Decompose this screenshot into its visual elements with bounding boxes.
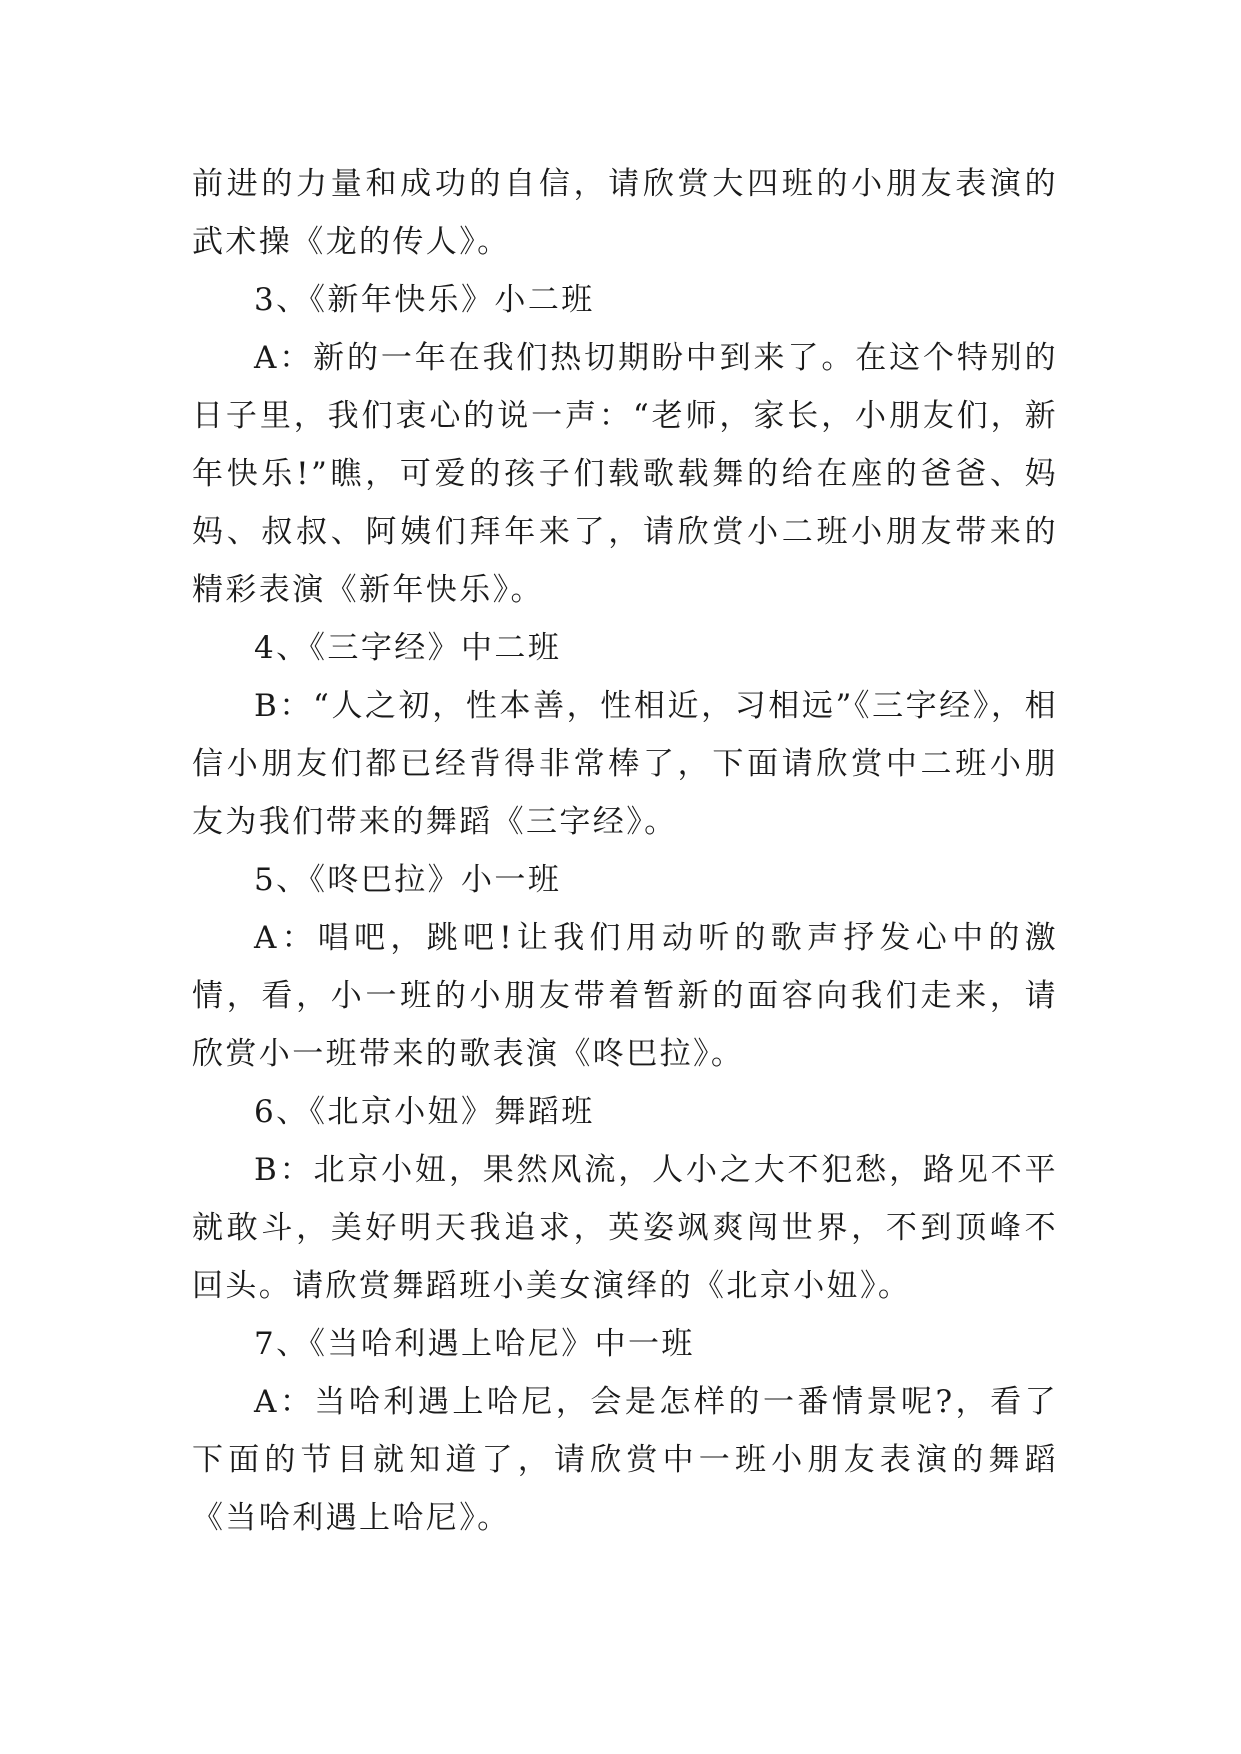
program-heading-6: 6、《北京小妞》舞蹈班 (254, 1094, 595, 1130)
program-heading-5: 5、《咚巴拉》小一班 (254, 862, 562, 898)
host-line-a-5: A：唱吧，跳吧!让我们用动听的歌声抒发心中的激情，看，小一班的小朋友带着暂新的面容向我们走来，请欣赏小一班带来的歌表演《咚巴拉》。 (192, 920, 1058, 1072)
paragraph-continuation: 前进的力量和成功的自信，请欣赏大四班的小朋友表演的武术操《龙的传人》。 (192, 166, 1058, 260)
program-heading-3: 3、《新年快乐》小二班 (254, 282, 595, 318)
host-line-a-7: A：当哈利遇上哈尼，会是怎样的一番情景呢?，看了下面的节目就知道了，请欣赏中一班小朋友表演的舞蹈《当哈利遇上哈尼》。 (192, 1384, 1058, 1536)
host-line-a-3: A：新的一年在我们热切期盼中到来了。在这个特别的日子里，我们衷心的说一声：“老师，家长，小朋友们，新年快乐!”瞧，可爱的孩子们载歌载舞的给在座的爸爸、妈妈、叔叔、阿姨们拜年来了，请欣赏小二班小朋友带来的精彩表演《新年快乐》。 (192, 340, 1058, 608)
host-line-b-4: B：“人之初，性本善，性相近，习相远”《三字经》，相信小朋友们都已经背得非常棒了，下面请欣赏中二班小朋友为我们带来的舞蹈《三字经》。 (192, 688, 1058, 840)
program-heading-4: 4、《三字经》中二班 (254, 630, 562, 666)
host-line-b-6: B：北京小妞，果然风流，人小之大不犯愁，路见不平就敢斗，美好明天我追求，英姿飒爽闯世界，不到顶峰不回头。请欣赏舞蹈班小美女演绎的《北京小妞》。 (192, 1152, 1058, 1304)
document-body (192, 155, 1058, 1547)
program-heading-7: 7、《当哈利遇上哈尼》中一班 (254, 1326, 695, 1362)
